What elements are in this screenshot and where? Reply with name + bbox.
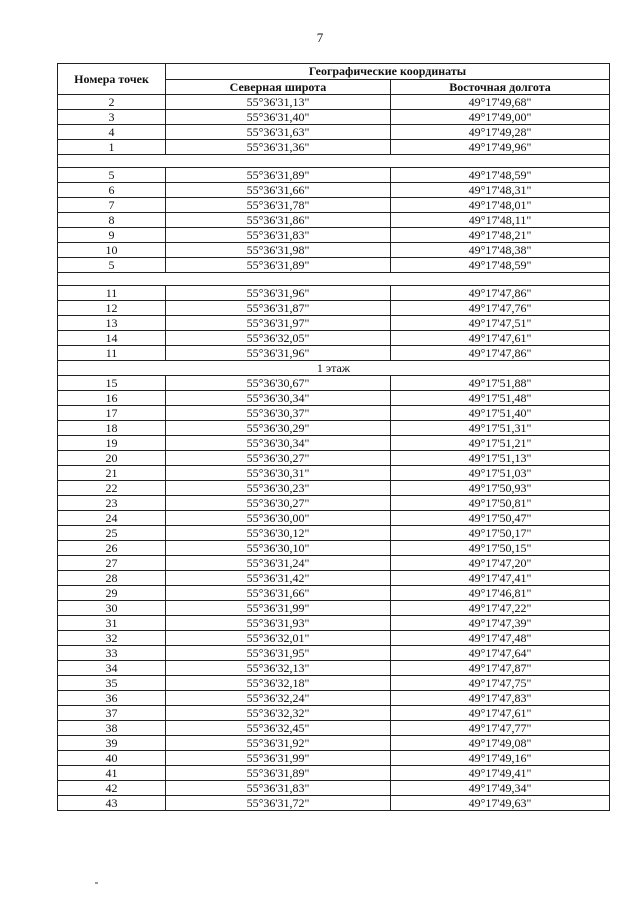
north-latitude-cell: 55°36'31,63" bbox=[166, 125, 391, 140]
table-row bbox=[58, 228, 610, 243]
section-label: 1 этаж bbox=[58, 361, 610, 376]
north-latitude-cell: 55°36'31,99" bbox=[166, 601, 391, 616]
table-row bbox=[58, 451, 610, 466]
east-longitude-cell: 49°17'48,59" bbox=[391, 258, 610, 273]
north-latitude-cell: 55°36'30,67" bbox=[166, 376, 391, 391]
table-header bbox=[58, 64, 610, 95]
point-number-cell: 40 bbox=[58, 751, 166, 766]
north-latitude-cell: 55°36'30,00" bbox=[166, 511, 391, 526]
table-row bbox=[58, 376, 610, 391]
table-row bbox=[58, 616, 610, 631]
east-longitude-cell: 49°17'48,11" bbox=[391, 213, 610, 228]
east-longitude-cell: 49°17'46,81" bbox=[391, 586, 610, 601]
table-row bbox=[58, 496, 610, 511]
table-row bbox=[58, 736, 610, 751]
header-geo-coordinates: Географические координаты bbox=[166, 64, 610, 80]
header-points: Номера точек bbox=[58, 64, 166, 95]
north-latitude-cell: 55°36'31,83" bbox=[166, 781, 391, 796]
north-latitude-cell: 55°36'30,23" bbox=[166, 481, 391, 496]
point-number-cell: 23 bbox=[58, 496, 166, 511]
east-longitude-cell: 49°17'48,31" bbox=[391, 183, 610, 198]
east-longitude-cell: 49°17'51,48" bbox=[391, 391, 610, 406]
table-row bbox=[58, 110, 610, 125]
north-latitude-cell: 55°36'31,78" bbox=[166, 198, 391, 213]
table-row bbox=[58, 301, 610, 316]
point-number-cell: 29 bbox=[58, 586, 166, 601]
point-number-cell: 31 bbox=[58, 616, 166, 631]
east-longitude-cell: 49°17'51,03" bbox=[391, 466, 610, 481]
table-row bbox=[58, 316, 610, 331]
east-longitude-cell: 49°17'48,01" bbox=[391, 198, 610, 213]
point-number-cell: 43 bbox=[58, 796, 166, 811]
point-number-cell: 22 bbox=[58, 481, 166, 496]
east-longitude-cell: 49°17'47,22" bbox=[391, 601, 610, 616]
east-longitude-cell: 49°17'49,00" bbox=[391, 110, 610, 125]
east-longitude-cell: 49°17'50,15" bbox=[391, 541, 610, 556]
east-longitude-cell: 49°17'47,64" bbox=[391, 646, 610, 661]
point-number-cell: 13 bbox=[58, 316, 166, 331]
north-latitude-cell: 55°36'32,18" bbox=[166, 676, 391, 691]
table-row bbox=[58, 781, 610, 796]
table-row bbox=[58, 586, 610, 601]
east-longitude-cell: 49°17'49,16" bbox=[391, 751, 610, 766]
table-row bbox=[58, 691, 610, 706]
east-longitude-cell: 49°17'47,61" bbox=[391, 331, 610, 346]
north-latitude-cell: 55°36'31,87" bbox=[166, 301, 391, 316]
east-longitude-cell: 49°17'50,47" bbox=[391, 511, 610, 526]
table-row bbox=[58, 346, 610, 361]
point-number-cell: 38 bbox=[58, 721, 166, 736]
table-row bbox=[58, 331, 610, 346]
point-number-cell: 5 bbox=[58, 258, 166, 273]
table-row bbox=[58, 541, 610, 556]
east-longitude-cell: 49°17'49,96" bbox=[391, 140, 610, 155]
east-longitude-cell: 49°17'47,39" bbox=[391, 616, 610, 631]
table-row bbox=[58, 125, 610, 140]
table-row bbox=[58, 751, 610, 766]
north-latitude-cell: 55°36'32,13" bbox=[166, 661, 391, 676]
north-latitude-cell: 55°36'31,72" bbox=[166, 796, 391, 811]
table-row bbox=[58, 706, 610, 721]
north-latitude-cell: 55°36'31,99" bbox=[166, 751, 391, 766]
east-longitude-cell: 49°17'47,77" bbox=[391, 721, 610, 736]
point-number-cell: 10 bbox=[58, 243, 166, 258]
north-latitude-cell: 55°36'32,45" bbox=[166, 721, 391, 736]
point-number-cell: 21 bbox=[58, 466, 166, 481]
east-longitude-cell: 49°17'47,51" bbox=[391, 316, 610, 331]
separator-row bbox=[58, 155, 610, 168]
point-number-cell: 19 bbox=[58, 436, 166, 451]
north-latitude-cell: 55°36'30,27" bbox=[166, 451, 391, 466]
point-number-cell: 2 bbox=[58, 95, 166, 110]
page-number: 7 bbox=[316, 30, 324, 45]
north-latitude-cell: 55°36'31,89" bbox=[166, 258, 391, 273]
separator-cell bbox=[58, 155, 610, 168]
east-longitude-cell: 49°17'48,38" bbox=[391, 243, 610, 258]
table-row bbox=[58, 198, 610, 213]
north-latitude-cell: 55°36'32,32" bbox=[166, 706, 391, 721]
east-longitude-cell: 49°17'47,48" bbox=[391, 631, 610, 646]
table-row bbox=[58, 766, 610, 781]
east-longitude-cell: 49°17'47,41" bbox=[391, 571, 610, 586]
north-latitude-cell: 55°36'31,66" bbox=[166, 586, 391, 601]
north-latitude-cell: 55°36'31,83" bbox=[166, 228, 391, 243]
point-number-cell: 17 bbox=[58, 406, 166, 421]
point-number-cell: 14 bbox=[58, 331, 166, 346]
point-number-cell: 39 bbox=[58, 736, 166, 751]
table-row bbox=[58, 286, 610, 301]
east-longitude-cell: 49°17'47,75" bbox=[391, 676, 610, 691]
point-number-cell: 32 bbox=[58, 631, 166, 646]
table-row bbox=[58, 213, 610, 228]
north-latitude-cell: 55°36'30,34" bbox=[166, 391, 391, 406]
point-number-cell: 24 bbox=[58, 511, 166, 526]
table-row bbox=[58, 631, 610, 646]
north-latitude-cell: 55°36'32,05" bbox=[166, 331, 391, 346]
east-longitude-cell: 49°17'49,41" bbox=[391, 766, 610, 781]
separator-row bbox=[58, 273, 610, 286]
point-number-cell: 42 bbox=[58, 781, 166, 796]
north-latitude-cell: 55°36'31,96" bbox=[166, 286, 391, 301]
point-number-cell: 8 bbox=[58, 213, 166, 228]
east-longitude-cell: 49°17'49,28" bbox=[391, 125, 610, 140]
table-row bbox=[58, 436, 610, 451]
east-longitude-cell: 49°17'47,76" bbox=[391, 301, 610, 316]
point-number-cell: 5 bbox=[58, 168, 166, 183]
table-row bbox=[58, 646, 610, 661]
north-latitude-cell: 55°36'30,10" bbox=[166, 541, 391, 556]
east-longitude-cell: 49°17'47,61" bbox=[391, 706, 610, 721]
point-number-cell: 35 bbox=[58, 676, 166, 691]
point-number-cell: 18 bbox=[58, 421, 166, 436]
north-latitude-cell: 55°36'31,13" bbox=[166, 95, 391, 110]
north-latitude-cell: 55°36'31,96" bbox=[166, 346, 391, 361]
north-latitude-cell: 55°36'30,34" bbox=[166, 436, 391, 451]
point-number-cell: 15 bbox=[58, 376, 166, 391]
north-latitude-cell: 55°36'31,36" bbox=[166, 140, 391, 155]
east-longitude-cell: 49°17'50,17" bbox=[391, 526, 610, 541]
table-row bbox=[58, 406, 610, 421]
point-number-cell: 11 bbox=[58, 346, 166, 361]
north-latitude-cell: 55°36'31,40" bbox=[166, 110, 391, 125]
point-number-cell: 16 bbox=[58, 391, 166, 406]
table-row bbox=[58, 571, 610, 586]
point-number-cell: 20 bbox=[58, 451, 166, 466]
north-latitude-cell: 55°36'32,24" bbox=[166, 691, 391, 706]
coordinates-table bbox=[57, 63, 610, 811]
east-longitude-cell: 49°17'51,31" bbox=[391, 421, 610, 436]
table-row bbox=[58, 95, 610, 110]
north-latitude-cell: 55°36'30,31" bbox=[166, 466, 391, 481]
east-longitude-cell: 49°17'51,40" bbox=[391, 406, 610, 421]
point-number-cell: 33 bbox=[58, 646, 166, 661]
point-number-cell: 3 bbox=[58, 110, 166, 125]
table-row bbox=[58, 258, 610, 273]
north-latitude-cell: 55°36'31,98" bbox=[166, 243, 391, 258]
east-longitude-cell: 49°17'48,21" bbox=[391, 228, 610, 243]
table-body bbox=[58, 95, 610, 811]
table-row bbox=[58, 391, 610, 406]
north-latitude-cell: 55°36'30,12" bbox=[166, 526, 391, 541]
table-row bbox=[58, 511, 610, 526]
north-latitude-cell: 55°36'30,37" bbox=[166, 406, 391, 421]
separator-cell bbox=[58, 273, 610, 286]
point-number-cell: 26 bbox=[58, 541, 166, 556]
east-longitude-cell: 49°17'48,59" bbox=[391, 168, 610, 183]
north-latitude-cell: 55°36'31,95" bbox=[166, 646, 391, 661]
east-longitude-cell: 49°17'49,34" bbox=[391, 781, 610, 796]
point-number-cell: 41 bbox=[58, 766, 166, 781]
point-number-cell: 7 bbox=[58, 198, 166, 213]
table-row bbox=[58, 481, 610, 496]
table-row bbox=[58, 466, 610, 481]
east-longitude-cell: 49°17'47,20" bbox=[391, 556, 610, 571]
point-number-cell: 4 bbox=[58, 125, 166, 140]
table-row bbox=[58, 721, 610, 736]
north-latitude-cell: 55°36'31,97" bbox=[166, 316, 391, 331]
scan-speck bbox=[95, 882, 98, 884]
east-longitude-cell: 49°17'51,13" bbox=[391, 451, 610, 466]
east-longitude-cell: 49°17'49,68" bbox=[391, 95, 610, 110]
section-label-row bbox=[58, 361, 610, 376]
north-latitude-cell: 55°36'31,92" bbox=[166, 736, 391, 751]
north-latitude-cell: 55°36'30,27" bbox=[166, 496, 391, 511]
table-row bbox=[58, 661, 610, 676]
point-number-cell: 9 bbox=[58, 228, 166, 243]
point-number-cell: 11 bbox=[58, 286, 166, 301]
header-east-longitude: Восточная долгота bbox=[391, 79, 610, 95]
north-latitude-cell: 55°36'31,89" bbox=[166, 168, 391, 183]
point-number-cell: 30 bbox=[58, 601, 166, 616]
north-latitude-cell: 55°36'31,93" bbox=[166, 616, 391, 631]
east-longitude-cell: 49°17'51,21" bbox=[391, 436, 610, 451]
table-row bbox=[58, 421, 610, 436]
east-longitude-cell: 49°17'50,93" bbox=[391, 481, 610, 496]
table-row bbox=[58, 601, 610, 616]
header-north-latitude: Северная широта bbox=[166, 79, 391, 95]
east-longitude-cell: 49°17'51,88" bbox=[391, 376, 610, 391]
north-latitude-cell: 55°36'31,86" bbox=[166, 213, 391, 228]
east-longitude-cell: 49°17'50,81" bbox=[391, 496, 610, 511]
point-number-cell: 36 bbox=[58, 691, 166, 706]
point-number-cell: 25 bbox=[58, 526, 166, 541]
point-number-cell: 37 bbox=[58, 706, 166, 721]
north-latitude-cell: 55°36'32,01" bbox=[166, 631, 391, 646]
table-row bbox=[58, 140, 610, 155]
east-longitude-cell: 49°17'47,87" bbox=[391, 661, 610, 676]
north-latitude-cell: 55°36'31,66" bbox=[166, 183, 391, 198]
table-row bbox=[58, 796, 610, 811]
east-longitude-cell: 49°17'49,63" bbox=[391, 796, 610, 811]
east-longitude-cell: 49°17'47,86" bbox=[391, 286, 610, 301]
table-row bbox=[58, 556, 610, 571]
north-latitude-cell: 55°36'31,42" bbox=[166, 571, 391, 586]
table-row bbox=[58, 168, 610, 183]
point-number-cell: 1 bbox=[58, 140, 166, 155]
table-row bbox=[58, 183, 610, 198]
north-latitude-cell: 55°36'31,24" bbox=[166, 556, 391, 571]
table-row bbox=[58, 526, 610, 541]
point-number-cell: 12 bbox=[58, 301, 166, 316]
north-latitude-cell: 55°36'30,29" bbox=[166, 421, 391, 436]
table-row bbox=[58, 676, 610, 691]
table-row bbox=[58, 243, 610, 258]
point-number-cell: 6 bbox=[58, 183, 166, 198]
north-latitude-cell: 55°36'31,89" bbox=[166, 766, 391, 781]
east-longitude-cell: 49°17'47,83" bbox=[391, 691, 610, 706]
point-number-cell: 27 bbox=[58, 556, 166, 571]
east-longitude-cell: 49°17'49,08" bbox=[391, 736, 610, 751]
point-number-cell: 34 bbox=[58, 661, 166, 676]
point-number-cell: 28 bbox=[58, 571, 166, 586]
east-longitude-cell: 49°17'47,86" bbox=[391, 346, 610, 361]
